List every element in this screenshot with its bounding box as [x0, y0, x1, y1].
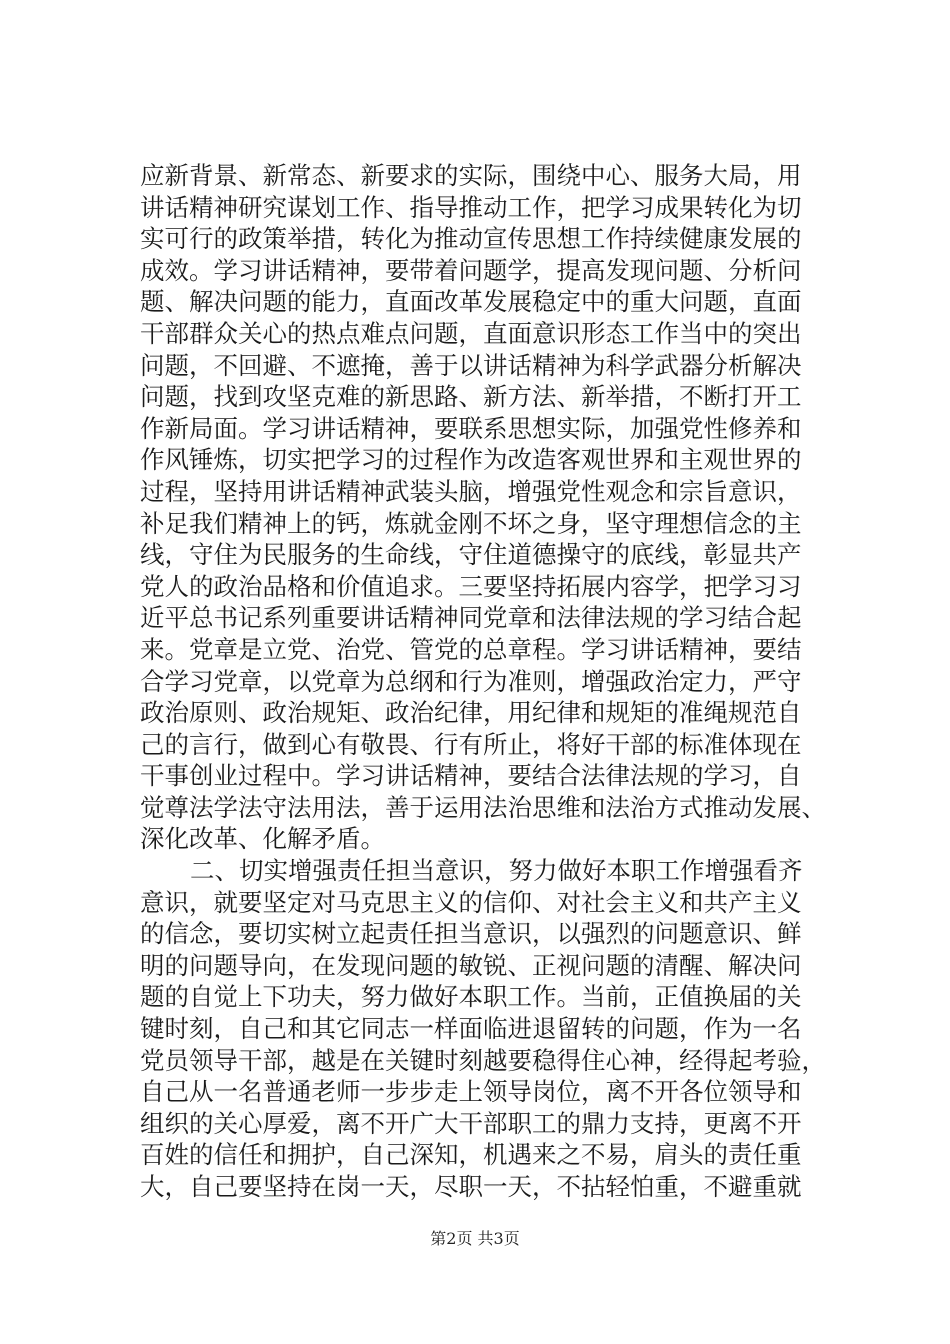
text-line: 政治原则、政治规矩、政治纪律，用纪律和规矩的准绳规范自	[140, 698, 802, 728]
text-line: 应新背景、新常态、新要求的实际，围绕中心、服务大局，用	[140, 161, 802, 190]
text-line: 讲话精神研究谋划工作、指导推动工作，把学习成果转化为切	[140, 192, 802, 222]
text-line: 的信念，要切实树立起责任担当意识，以强烈的问题意识、鲜	[140, 919, 802, 949]
text-line: 来。党章是立党、治党、管党的总章程。学习讲话精神，要结	[140, 634, 802, 664]
text-line: 键时刻，自己和其它同志一样面临进退留转的问题，作为一名	[140, 1014, 802, 1044]
text-line: 自己从一名普通老师一步步走上领导岗位，离不开各位领导和	[140, 1077, 802, 1107]
text-line: 作风锤炼，切实把学习的过程作为改造客观世界和主观世界的	[140, 445, 802, 475]
text-line: 组织的关心厚爱，离不开广大干部职工的鼎力支持，更离不开	[140, 1108, 802, 1138]
text-line: 作新局面。学习讲话精神，要联系思想实际，加强党性修养和	[140, 413, 802, 443]
text-line: 党人的政治品格和价值追求。三要坚持拓展内容学，把学习习	[140, 571, 802, 601]
text-line: 大，自己要坚持在岗一天，尽职一天，不拈轻怕重，不避重就	[140, 1172, 802, 1201]
text-line: 成效。学习讲话精神，要带着问题学，提高发现问题、分析问	[140, 255, 802, 285]
text-line: 实可行的政策举措，转化为推动宣传思想工作持续健康发展的	[140, 224, 802, 254]
text-line: 题的自觉上下功夫，努力做好本职工作。当前，正值换届的关	[140, 982, 802, 1012]
text-line: 过程，坚持用讲话精神武装头脑，增强党性观念和宗旨意识，	[140, 476, 802, 506]
paragraph-start-line: 二、切实增强责任担当意识，努力做好本职工作增强看齐	[190, 856, 803, 886]
text-line: 补足我们精神上的钙，炼就金刚不坏之身，坚守理想信念的主	[140, 508, 802, 538]
text-line: 线，守住为民服务的生命线，守住道德操守的底线，彰显共产	[140, 540, 802, 570]
text-line: 深化改革、化解矛盾。	[140, 824, 385, 854]
text-line: 党员领导干部，越是在关键时刻越要稳得住心神，经得起考验，	[140, 1045, 826, 1075]
text-line: 合学习党章，以党章为总纲和行为准则，增强政治定力，严守	[140, 666, 802, 696]
text-line: 百姓的信任和拥护，自己深知，机遇来之不易，肩头的责任重	[140, 1140, 802, 1170]
body-text	[140, 160, 826, 1203]
text-line: 意识，就要坚定对马克思主义的信仰、对社会主义和共产主义	[140, 887, 802, 917]
text-line: 问题，找到攻坚克难的新思路、新方法、新举措，不断打开工	[140, 382, 802, 412]
text-line: 近平总书记系列重要讲话精神同党章和法律法规的学习结合起	[140, 603, 802, 633]
text-line: 明的问题导向，在发现问题的敏锐、正视问题的清醒、解决问	[140, 950, 802, 980]
text-line: 问题，不回避、不遮掩，善于以讲话精神为科学武器分析解决	[140, 350, 802, 380]
text-line: 己的言行，做到心有敬畏、行有所止，将好干部的标准体现在	[140, 729, 802, 759]
page-number-footer: 第2页 共3页	[430, 1229, 520, 1248]
text-line: 干部群众关心的热点难点问题，直面意识形态工作当中的突出	[140, 318, 802, 348]
text-line: 题、解决问题的能力，直面改革发展稳定中的重大问题，直面	[140, 287, 802, 317]
text-line: 干事创业过程中。学习讲话精神，要结合法律法规的学习，自	[140, 761, 802, 791]
text-line: 觉尊法学法守法用法，善于运用法治思维和法治方式推动发展、	[140, 792, 826, 822]
